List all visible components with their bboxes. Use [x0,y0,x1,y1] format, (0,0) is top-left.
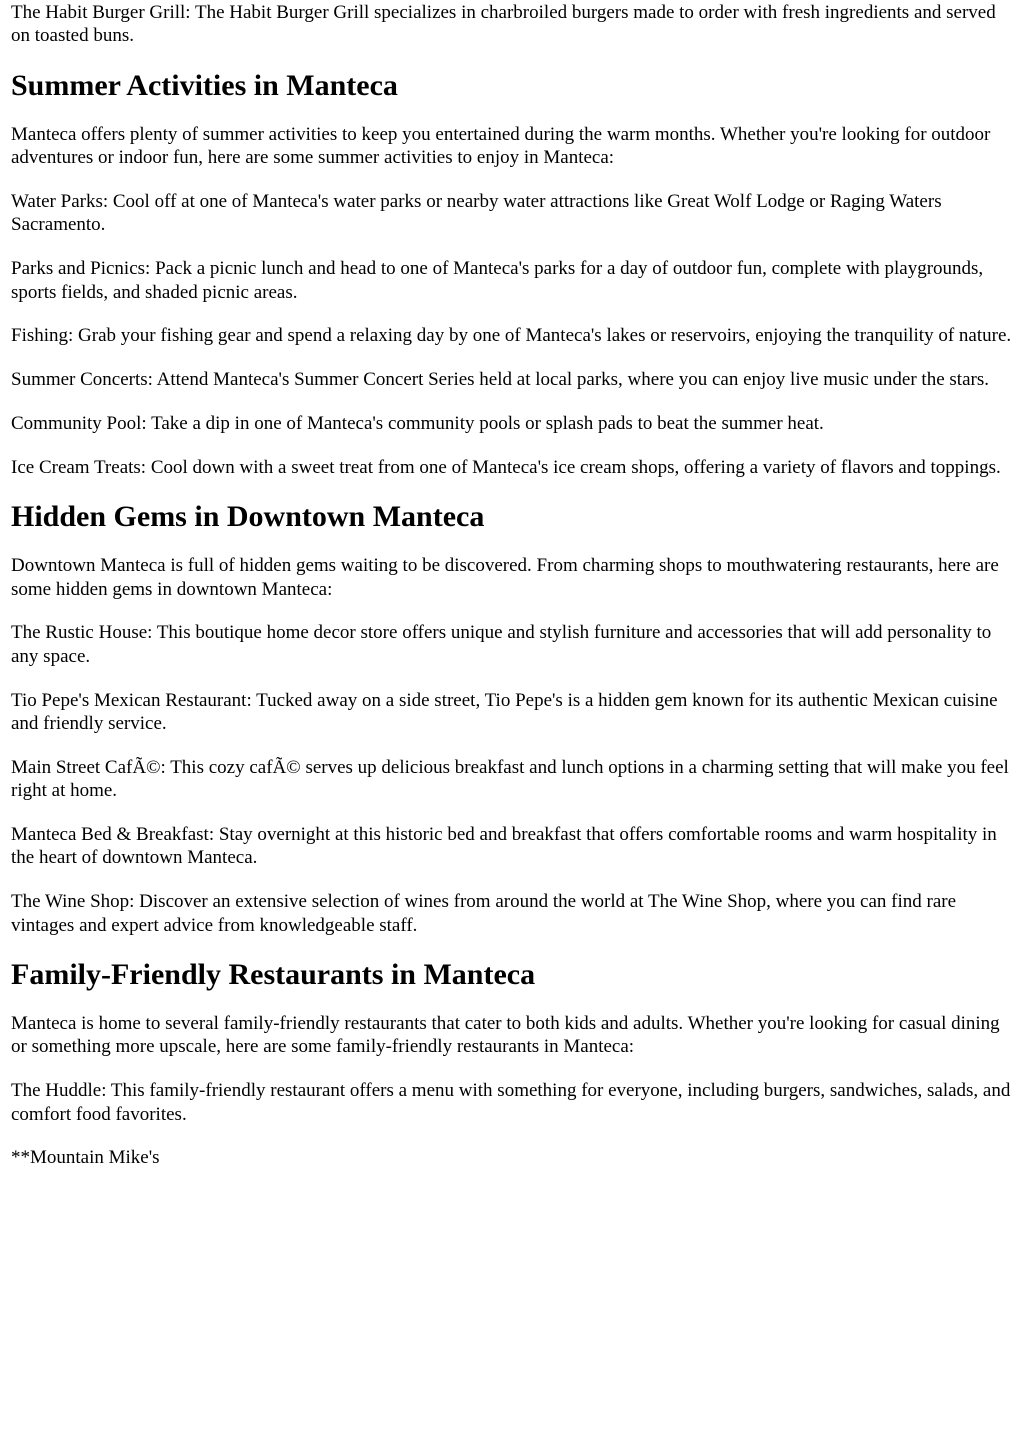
paragraph-fishing: Fishing: Grab your fishing gear and spend a relaxing day by one of Manteca's lakes or reservoirs, enjoying the tranquility of nature. [11,325,1012,347]
paragraph-family-intro: Manteca is home to several family-friendly restaurants that cater to both kids and adults. Whether you're looking for casual dining or something more upscale, here are some family-friendly restaurants in Manteca: [11,1013,1000,1058]
paragraph-tio-pepes: Tio Pepe's Mexican Restaurant: Tucked away on a side street, Tio Pepe's is a hidden gem known for its authentic Mexican cuisine and friendly service. [11,689,998,735]
heading-family-restaurants: Family-Friendly Restaurants in Manteca [11,958,536,992]
article-body [0,1,1024,1170]
paragraph-summer-intro: Manteca offers plenty of summer activities to keep you entertained during the warm months. Whether you're looking for outdoor adventures or indoor fun, here are some summer activities to enjoy in Manteca: [11,123,991,169]
paragraph-main-street-cafe: Main Street CafÃ©: This cozy cafÃ© serves up delicious breakfast and lunch options in a charming setting that will make you feel right at home. [11,756,1009,802]
paragraph-water-parks: Water Parks: Cool off at one of Manteca's water parks or nearby water attractions like Great Wolf Lodge or Raging Waters Sacramento. [11,191,942,236]
paragraph-mountain-mikes: **Mountain Mike's [11,1147,160,1169]
paragraph-bed-breakfast: Manteca Bed & Breakfast: Stay overnight at this historic bed and breakfast that offers comfortable rooms and warm hospitality in the heart of downtown Manteca. [11,824,997,869]
paragraph-summer-concerts: Summer Concerts: Attend Manteca's Summer Concert Series held at local parks, where you can enjoy live music under the stars. [11,369,989,391]
paragraph-the-huddle: The Huddle: This family-friendly restaurant offers a menu with something for everyone, including burgers, sandwiches, salads, and comfort food favorites. [11,1080,1011,1125]
paragraph-hidden-gems-intro: Downtown Manteca is full of hidden gems waiting to be discovered. From charming shops to mouthwatering restaurants, here are some hidden gems in downtown Manteca: [11,555,999,600]
paragraph-rustic-house: The Rustic House: This boutique home decor store offers unique and stylish furniture and accessories that will add personality to any space. [11,622,992,667]
paragraph-parks-picnics: Parks and Picnics: Pack a picnic lunch and head to one of Manteca's parks for a day of outdoor fun, complete with playgrounds, sports fields, and shaded picnic areas. [11,258,984,303]
heading-hidden-gems: Hidden Gems in Downtown Manteca [11,500,485,534]
heading-summer-activities: Summer Activities in Manteca [11,68,398,102]
paragraph-community-pool: Community Pool: Take a dip in one of Manteca's community pools or splash pads to beat the summer heat. [11,413,824,435]
paragraph-wine-shop: The Wine Shop: Discover an extensive selection of wines from around the world at The Wine Shop, where you can find rare vintages and expert advice from knowledgeable staff. [11,891,957,936]
paragraph-ice-cream: Ice Cream Treats: Cool down with a sweet treat from one of Manteca's ice cream shops, offering a variety of flavors and toppings. [11,456,1001,478]
paragraph-habit-burger-grill: The Habit Burger Grill: The Habit Burger Grill specializes in charbroiled burgers made to order with fresh ingredients and served on toasted buns. [11,2,996,47]
